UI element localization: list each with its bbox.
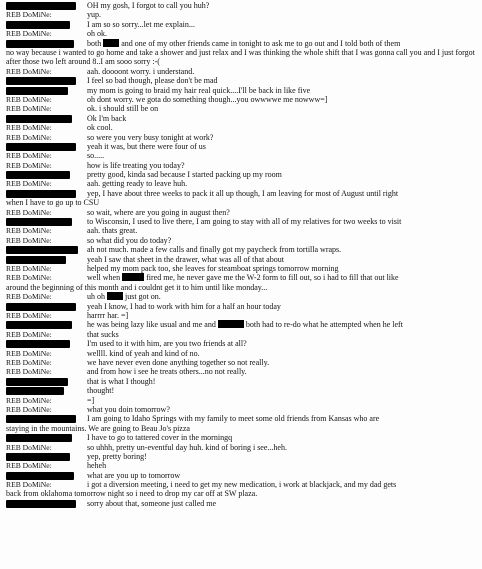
speaker-label: REB DoMiNe: bbox=[6, 357, 52, 367]
message-segment: we have never even done anything together so not really. bbox=[87, 357, 270, 367]
chat-line bbox=[6, 367, 478, 376]
speaker-label: REB DoMiNe: bbox=[6, 480, 52, 490]
message-text bbox=[87, 217, 401, 226]
message-segment: wellll. kind of yeah and kind of no. bbox=[87, 348, 200, 358]
chat-line bbox=[6, 339, 478, 348]
message-text bbox=[87, 95, 327, 104]
chat-line bbox=[6, 292, 478, 301]
speaker-label: REB DoMiNe: bbox=[6, 94, 52, 104]
message-continuation: when I have to go up to CSU bbox=[6, 198, 100, 208]
message-text bbox=[87, 499, 216, 508]
message-segment: uh oh bbox=[87, 292, 105, 302]
message-text bbox=[87, 114, 126, 123]
speaker-label: REB DoMiNe: bbox=[6, 442, 52, 452]
chat-line bbox=[6, 114, 478, 123]
speaker-label: REB DoMiNe: bbox=[6, 66, 52, 76]
redaction-bar bbox=[6, 453, 70, 461]
chat-line bbox=[6, 29, 478, 38]
message-segment: yeah I saw that sheet in the drawer, what was all of that about bbox=[87, 254, 284, 264]
chat-line bbox=[6, 302, 478, 311]
chat-line bbox=[6, 480, 478, 499]
message-segment: just got on. bbox=[125, 292, 161, 302]
message-text bbox=[6, 189, 478, 208]
message-segment: I am going to Idaho Springs with my family to meet some old friends from Kansas who are bbox=[87, 414, 380, 424]
redaction-bar bbox=[6, 434, 72, 442]
chat-line bbox=[6, 273, 478, 292]
message-segment: how is life treating you today? bbox=[87, 160, 185, 170]
message-continuation: around the beginning of this month and i couldnt get it to him until like monday... bbox=[6, 282, 268, 292]
chat-line bbox=[6, 264, 478, 273]
chat-line bbox=[6, 208, 478, 217]
message-continuation: no way because i wanted to go home and take a shower and just relax and I was thinking the whole shift that I was gonna call you and I just forgot after those two left around 8..I am sooo sorry :-( bbox=[6, 47, 475, 67]
speaker-label: REB DoMiNe: bbox=[6, 132, 52, 142]
chat-line bbox=[6, 330, 478, 339]
redaction-bar bbox=[6, 2, 76, 10]
redaction-bar bbox=[6, 472, 74, 480]
chat-line bbox=[6, 170, 478, 179]
message-continuation: staying in the mountains. We are going to Beau Jo's pizza bbox=[6, 423, 190, 433]
message-segment: my mom is going to braid my hair real quick....I'll be back in like five bbox=[87, 85, 311, 95]
message-text bbox=[87, 104, 158, 113]
chat-line bbox=[6, 255, 478, 264]
message-text bbox=[87, 86, 310, 95]
message-segment: ok cool. bbox=[87, 123, 113, 133]
message-continuation: back from oklahoma tomorrow night so i need to drop my car off at SW plaza. bbox=[6, 489, 258, 499]
speaker-label: REB DoMiNe: bbox=[6, 151, 52, 161]
message-text bbox=[87, 245, 341, 254]
message-segment: both had to re-do what he attempted when he left bbox=[245, 320, 403, 330]
message-segment: helped my mom pack too, she leaves for steamboat springs tomorrow morning bbox=[87, 264, 339, 274]
message-segment: to Wisconsin, I used to live there, I am going to stay with all of my relatives for two weeks to visit bbox=[87, 217, 402, 227]
message-segment: thought! bbox=[87, 386, 115, 396]
speaker-label: REB DoMiNe: bbox=[6, 273, 52, 283]
speaker-label: REB DoMiNe: bbox=[6, 29, 52, 39]
message-text bbox=[87, 330, 119, 339]
redaction-bar bbox=[6, 115, 72, 123]
redaction-bar bbox=[6, 143, 76, 151]
chat-line bbox=[6, 245, 478, 254]
chat-line bbox=[6, 358, 478, 367]
redaction-bar bbox=[6, 218, 72, 226]
speaker-label: REB DoMiNe: bbox=[6, 123, 52, 133]
speaker-label: REB DoMiNe: bbox=[6, 10, 52, 20]
message-segment: I have to go to tattered cover in the morningq bbox=[87, 433, 233, 443]
message-text bbox=[87, 320, 403, 329]
message-segment: so what did you do today? bbox=[87, 235, 172, 245]
message-segment: so uhhh, pretty un-eventful day huh. kind of boring i see...heh. bbox=[87, 442, 287, 452]
chat-line bbox=[6, 133, 478, 142]
chat-line bbox=[6, 10, 478, 19]
message-segment: so..... bbox=[87, 151, 105, 161]
message-text bbox=[87, 123, 113, 132]
message-segment: what you doin tomorrow? bbox=[87, 404, 170, 414]
message-segment: ah not much. made a few calls and finally got my paycheck from tortilla wraps. bbox=[87, 245, 342, 255]
message-text bbox=[87, 1, 209, 10]
inline-redaction bbox=[218, 320, 244, 328]
message-text bbox=[87, 142, 206, 151]
speaker-label: REB DoMiNe: bbox=[6, 367, 52, 377]
message-segment: yep, I have about three weeks to pack it all up though, I am leaving for most of August until right bbox=[87, 188, 399, 198]
chat-line bbox=[6, 217, 478, 226]
message-segment: that is what I though! bbox=[87, 376, 156, 386]
chat-line bbox=[6, 142, 478, 151]
chat-line bbox=[6, 123, 478, 132]
message-text bbox=[87, 452, 147, 461]
message-text bbox=[87, 161, 185, 170]
message-text bbox=[87, 208, 230, 217]
message-segment: and one of my other friends came in tonight to ask me to go out and I told both of them bbox=[121, 38, 401, 48]
message-text bbox=[87, 349, 200, 358]
message-segment: aah. thats great. bbox=[87, 226, 138, 236]
message-text bbox=[87, 461, 106, 470]
message-text bbox=[6, 273, 478, 292]
chat-line bbox=[6, 95, 478, 104]
message-text bbox=[87, 255, 284, 264]
chat-transcript bbox=[6, 1, 478, 508]
message-text bbox=[87, 29, 107, 38]
message-segment: yep, pretty boring! bbox=[87, 451, 147, 461]
message-segment: that sucks bbox=[87, 329, 119, 339]
message-segment: heheh bbox=[87, 461, 107, 471]
chat-line bbox=[6, 405, 478, 414]
message-text bbox=[87, 133, 213, 142]
speaker-label: REB DoMiNe: bbox=[6, 104, 52, 114]
chat-line bbox=[6, 311, 478, 320]
message-segment: oh ok. bbox=[87, 29, 107, 39]
message-text bbox=[87, 20, 195, 29]
message-segment: what are you up to tomorrow bbox=[87, 470, 181, 480]
message-text bbox=[87, 302, 281, 311]
message-segment: =] bbox=[87, 395, 95, 405]
message-segment: aah. getting ready to leave huh. bbox=[87, 179, 188, 189]
chat-line bbox=[6, 461, 478, 470]
message-text bbox=[87, 264, 339, 273]
message-segment: i got a diversion meeting, i need to get my new medication, i work at blackjack, and my dad gets bbox=[87, 480, 397, 490]
redaction-bar bbox=[6, 256, 66, 264]
message-segment: OH my gosh, I forgot to call you huh? bbox=[87, 1, 210, 10]
chat-line bbox=[6, 414, 478, 433]
message-segment: aah. doooont worry. i understand. bbox=[87, 66, 195, 76]
message-text bbox=[87, 433, 232, 442]
message-segment: yeah it was, but there were four of us bbox=[87, 141, 206, 151]
message-segment: he was being lazy like usual and me and bbox=[87, 320, 216, 330]
message-segment: oh dont worry. we gota do something though...you owwwwe me nowww=] bbox=[87, 94, 328, 104]
speaker-label: REB DoMiNe: bbox=[6, 226, 52, 236]
message-text bbox=[87, 179, 187, 188]
message-segment: so were you very busy tonight at work? bbox=[87, 132, 214, 142]
message-segment: I'm used to it with him, are you two friends at all? bbox=[87, 339, 247, 349]
chat-line bbox=[6, 104, 478, 113]
message-segment: yup. bbox=[87, 10, 101, 20]
chat-line bbox=[6, 499, 478, 508]
message-segment: fired me, he never gave me the W-2 form to fill out, so i had to fill that out like bbox=[146, 273, 399, 283]
redaction-bar bbox=[6, 246, 78, 254]
chat-line bbox=[6, 20, 478, 29]
chat-line bbox=[6, 320, 478, 329]
message-segment: well when bbox=[87, 273, 121, 283]
chat-line bbox=[6, 349, 478, 358]
speaker-label: REB DoMiNe: bbox=[6, 395, 52, 405]
chat-line bbox=[6, 433, 478, 442]
speaker-label: REB DoMiNe: bbox=[6, 329, 52, 339]
inline-redaction bbox=[103, 39, 119, 47]
chat-line bbox=[6, 1, 478, 10]
chat-line bbox=[6, 161, 478, 170]
message-text bbox=[87, 311, 128, 320]
redaction-bar bbox=[6, 378, 68, 386]
message-text bbox=[6, 480, 478, 499]
redaction-bar bbox=[6, 171, 70, 179]
chat-line bbox=[6, 396, 478, 405]
speaker-label: REB DoMiNe: bbox=[6, 461, 52, 471]
message-text bbox=[87, 358, 269, 367]
inline-redaction bbox=[107, 292, 123, 300]
speaker-label: REB DoMiNe: bbox=[6, 160, 52, 170]
redaction-bar bbox=[6, 387, 64, 395]
redaction-bar bbox=[6, 77, 76, 85]
message-text bbox=[87, 405, 170, 414]
redaction-bar bbox=[6, 500, 76, 508]
chat-line bbox=[6, 386, 478, 395]
chat-line bbox=[6, 471, 478, 480]
message-segment: pretty good, kinda sad because I started packing up my room bbox=[87, 170, 282, 180]
redaction-bar bbox=[6, 321, 72, 329]
message-segment: and from how i see he treats others...no not really. bbox=[87, 367, 247, 377]
speaker-label: REB DoMiNe: bbox=[6, 311, 52, 320]
message-text bbox=[87, 377, 155, 386]
redaction-bar bbox=[6, 340, 70, 348]
message-text bbox=[87, 10, 101, 19]
speaker-label: REB DoMiNe: bbox=[6, 235, 52, 245]
chat-line bbox=[6, 226, 478, 235]
chat-line bbox=[6, 236, 478, 245]
chat-line bbox=[6, 377, 478, 386]
speaker-label: REB DoMiNe: bbox=[6, 264, 52, 274]
message-text bbox=[87, 226, 137, 235]
message-segment: so wait, where are you going in august then? bbox=[87, 207, 230, 217]
message-text bbox=[87, 443, 287, 452]
message-text bbox=[87, 339, 247, 348]
message-segment: sorry about that, someone just called me bbox=[87, 498, 217, 508]
message-text bbox=[87, 471, 180, 480]
message-text bbox=[87, 236, 171, 245]
message-text bbox=[6, 39, 478, 67]
speaker-label: REB DoMiNe: bbox=[6, 292, 52, 302]
message-segment: harrrr har. =] bbox=[87, 311, 129, 320]
chat-line bbox=[6, 151, 478, 160]
speaker-label: REB DoMiNe: bbox=[6, 207, 52, 217]
message-text bbox=[87, 170, 282, 179]
chat-line bbox=[6, 39, 478, 67]
message-segment: Ok I'm back bbox=[87, 113, 127, 123]
message-text bbox=[87, 367, 247, 376]
redaction-bar bbox=[6, 87, 68, 95]
chat-line bbox=[6, 452, 478, 461]
message-text bbox=[87, 396, 94, 405]
chat-line bbox=[6, 86, 478, 95]
message-text bbox=[6, 414, 478, 433]
chat-line bbox=[6, 67, 478, 76]
redaction-bar bbox=[6, 21, 70, 29]
speaker-label: REB DoMiNe: bbox=[6, 404, 52, 414]
chat-line bbox=[6, 76, 478, 85]
message-segment: ok. i should still be on bbox=[87, 104, 159, 114]
message-text bbox=[87, 151, 104, 160]
message-text bbox=[87, 386, 114, 395]
speaker-label: REB DoMiNe: bbox=[6, 348, 52, 358]
inline-redaction bbox=[122, 273, 144, 281]
chat-line bbox=[6, 189, 478, 208]
chat-line bbox=[6, 179, 478, 188]
speaker-label: REB DoMiNe: bbox=[6, 179, 52, 189]
message-segment: both bbox=[87, 38, 102, 48]
message-segment: I am so so sorry...let me explain... bbox=[87, 19, 195, 29]
chat-line bbox=[6, 443, 478, 452]
message-segment: I feel so bad though, please don't be mad bbox=[87, 76, 218, 86]
message-text bbox=[87, 67, 194, 76]
message-text bbox=[87, 76, 218, 85]
message-text bbox=[87, 292, 161, 301]
message-segment: yeah I know, I had to work with him for a half an hour today bbox=[87, 301, 281, 311]
redaction-bar bbox=[6, 303, 76, 311]
